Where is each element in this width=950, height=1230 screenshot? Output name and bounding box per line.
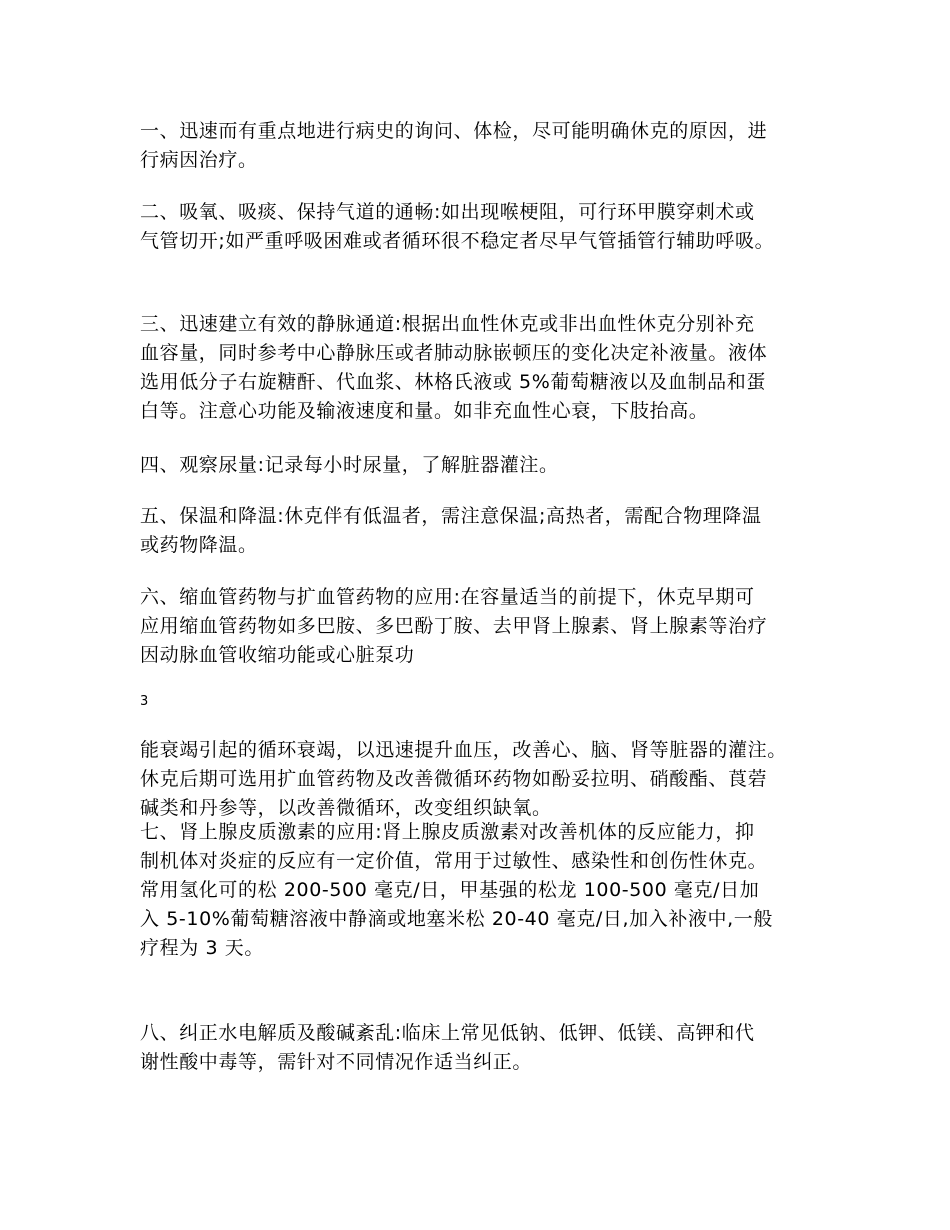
paragraph-line: 七、肾上腺皮质激素的应用:肾上腺皮质激素对改善机体的反应能力，抑: [140, 821, 755, 843]
paragraph-line: 气管切开;如严重呼吸困难或者循环很不稳定者尽早气管插管行辅助呼吸。: [140, 230, 775, 252]
paragraph-line: 二、吸氧、吸痰、保持气道的通畅:如出现喉梗阻，可行环甲膜穿刺术或: [140, 201, 755, 223]
paragraph-6-continued: [140, 736, 787, 823]
paragraph-1-history-exam: [140, 117, 767, 175]
paragraph-line: 一、迅速而有重点地进行病史的询问、体检，尽可能明确休克的原因，进: [140, 120, 768, 142]
page-number: 3: [140, 694, 149, 709]
paragraph-line: 六、缩血管药物与扩血管药物的应用:在容量适当的前提下，休克早期可: [140, 586, 755, 608]
paragraph-line: 入 5-10%葡萄糖溶液中静滴或地塞米松 20-40 毫克/日,加入补液中,一般: [140, 908, 773, 930]
paragraph-line: 疗程为 3 天。: [140, 937, 264, 959]
paragraph-line: 三、迅速建立有效的静脉通道:根据出血性休克或非出血性休克分别补充: [140, 313, 755, 335]
paragraph-line: 碱类和丹参等，以改善微循环，改变组织缺氧。: [140, 797, 552, 819]
paragraph-5-temperature: [140, 502, 762, 560]
paragraph-8-electrolytes: [140, 1019, 755, 1077]
paragraph-3-iv-access: [140, 310, 767, 426]
paragraph-line: 八、纠正水电解质及酸碱紊乱:临床上常见低钠、低钾、低镁、高钾和代: [140, 1022, 755, 1044]
paragraph-line: 行病因治疗。: [140, 149, 258, 171]
paragraph-line: 血容量，同时参考中心静脉压或者肺动脉嵌顿压的变化决定补液量。液体: [140, 342, 768, 364]
paragraph-line: 五、保温和降温:休克伴有低温者，需注意保温;高热者，需配合物理降温: [140, 505, 762, 527]
paragraph-line: 休克后期可选用扩血管药物及改善微循环药物如酚妥拉明、硝酸酯、莨菪: [140, 768, 768, 790]
paragraph-line: 因动脉血管收缩功能或心脏泵功: [140, 644, 415, 666]
paragraph-line: 制机体对炎症的反应有一定价值，常用于过敏性、感染性和创伤性休克。: [140, 850, 768, 872]
paragraph-line: 或药物降温。: [140, 534, 258, 556]
paragraph-line: 应用缩血管药物如多巴胺、多巴酚丁胺、去甲肾上腺素、肾上腺素等治疗: [140, 615, 768, 637]
paragraph-line: 常用氢化可的松 200-500 毫克/日，甲基强的松龙 100-500 毫克/日加: [140, 879, 760, 901]
paragraph-line: 四、观察尿量:记录每小时尿量，了解脏器灌注。: [140, 454, 559, 476]
paragraph-4-urine-output: [140, 451, 559, 480]
paragraph-line: 能衰竭引起的循环衰竭，以迅速提升血压，改善心、脑、肾等脏器的灌注。: [140, 739, 787, 761]
paragraph-2-airway: [140, 198, 774, 256]
paragraph-6-vasoactive-drugs: [140, 583, 767, 670]
paragraph-line: 白等。注意心功能及输液速度和量。如非充血性心衰，下肢抬高。: [140, 400, 709, 422]
paragraph-7-corticosteroids: [140, 818, 773, 963]
paragraph-line: 选用低分子右旋糖酐、代血浆、林格氏液或 5%葡萄糖液以及血制品和蛋: [140, 371, 766, 393]
paragraph-line: 谢性酸中毒等，需针对不同情况作适当纠正。: [140, 1051, 533, 1073]
